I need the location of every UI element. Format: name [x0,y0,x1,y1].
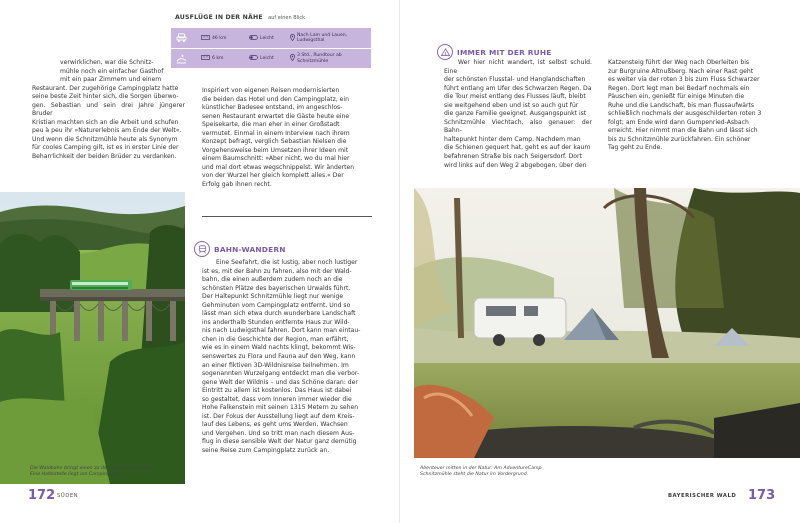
caption-line: Die Waldbahn bringt einen zu den schönsten Plätzen. [30,466,156,471]
text-line: Wer hier nicht wandert, ist selbst schuld. Eine [444,59,592,75]
text-line: schönsten Plätze des bayerischen Urwalds führt. [202,284,351,292]
ruhe-column-1 [444,59,592,170]
text-line: für cooles Camping gilt, ist es in erster Linie der [32,144,179,152]
right-page [400,0,800,523]
distance-icon [201,55,210,62]
info-box-title-text: AUSFLÜGE IN DER NÄHE [175,14,263,21]
text-line: Speisekarte, die man eher in einer Großstadt [202,121,340,129]
text-line: haltepunkt hinter dem Camp. Nachdem man [444,135,581,143]
text-line: Beharrlichkeit der beiden Brüder zu verdanken. [32,153,177,161]
text-line: wie es in einem Wald nachts klingt, bekommt Wis- [202,344,356,352]
text-line: es weiter via der roten 3 bis zum Fluss Schwarzer [608,76,760,84]
text-line: sogenannten Wurzelgang entdeckt man die verbor- [202,370,360,378]
location-pin-icon [290,54,295,63]
text-line: mühle noch ein einfacher Gasthof [60,67,164,75]
distance-value: 46 km [212,35,227,41]
text-line: mit ein paar Zimmern und einem [60,76,162,84]
text-line: ist es, mit der Bahn zu fahren, also mit der Wald- [202,267,352,275]
text-line: peu à peu ihr »Naturerlebnis am Ende der Welt«. [32,127,182,135]
text-line: Eine Seefahrt, die ist lustig, aber noch lustiger [216,259,358,266]
bahn-wandern-title: BAHN-WANDERN [214,244,286,254]
text-line: und Vergehen. Und so tritt man nach diesem Aus- [202,429,355,437]
text-line: die Schienen gequert hat, geht es auf der kaum [444,144,591,152]
location-pin-icon [290,34,295,43]
text-line: seine Reise zum Campingplatz zurück an. [202,447,330,455]
tent-icon [437,44,453,60]
text-line: bahn, die einen außerdem zudem noch an die [202,276,343,284]
caption-right [420,466,570,479]
info-row-car [171,28,371,48]
text-line: von der Wurzel her gleich komplett alles.« Der [202,172,344,180]
text-line: verwirklichen, war die Schnitz- [60,59,154,66]
text-line: Päuschen ein, genießt für einige Minuten die [608,93,745,101]
section-divider [202,216,372,217]
text-line: Konzept befragt, verglich Sebastian Nielsen die [202,138,347,146]
text-line: senen Restaurant erwartet die Gäste heute eine [202,112,350,120]
info-distance-1 [201,35,226,42]
text-line: Und wenn die Schnitzmühle heute als Synonym [32,135,178,143]
distance-value: 6 km [212,56,224,61]
info-distance-2 [201,55,224,62]
info-route-1 [290,33,368,44]
route-value: Nach Lam und Lauen, Ludwigsthal [297,32,348,43]
text-line: Gehminuten vom Campingplatz entfernt. Und so [202,301,351,309]
difficulty-icon [249,55,258,62]
text-line: sie weitgehend eben und ist so auch gut für [444,101,579,109]
caption-line: Abenteuer mitten in der Natur: Am AdventureCamp [420,466,542,471]
caption-left [30,466,180,479]
caption-line: Schnitzmühle steht die Natur im Vordergrund. [420,472,529,478]
text-line: so gestaltet, dass vom Inneren immer wieder die [202,395,352,403]
camping-photo [414,188,800,458]
intro-column-1 [32,59,185,162]
text-line: Inspiriert von eigenen Reisen modernisierten [202,87,340,94]
text-line: führt entlang am Ufer des Schwarzen Regen. Da [444,84,592,92]
info-box-title [175,14,305,21]
text-line: Vorgehensweise beim Umsetzen ihrer Ideen mit [202,146,349,154]
text-line: senswertes zu Flora und Fauna auf den Weg, kann [202,353,356,361]
text-line: flug in diese sensible Welt der Natur ganz demütig [202,438,357,446]
bahn-wandern-body [202,259,372,456]
route-value: 3 Std., Rundtour ab Schnitzmühle [297,53,342,64]
info-difficulty-2 [249,55,274,62]
text-line: nis nach Ludwigsthal fahren. Dort kann man eintau- [202,327,361,335]
text-line: Schnitzmühle Viechtach, also genauer: der Bahn- [444,118,592,135]
text-line: seine beste Zeit hinter sich, die Sorgen überwo- [32,93,179,101]
text-line: Ruhe und die Landschaft, bis man flussaufwärts [608,101,755,109]
info-row-hike [171,48,371,68]
intro-column-2 [202,87,372,190]
text-line: schließlich nochmals der ausgeschilderten roten 3 [608,110,762,118]
car-icon [171,28,191,48]
text-line: befahrenen Straße bis nach Seigersdorf. Dort [444,153,582,161]
difficulty-value: Leicht [260,35,274,41]
info-box-subtitle: auf einen Blick [268,15,306,21]
text-line: ist. Der Fokus der Ausstellung liegt auf dem Kreis- [202,412,355,420]
text-line: die beiden das Hotel und den Campingplatz, ein [202,95,349,103]
ruhe-column-2 [608,59,776,153]
text-line: und mal dort etwas wegschnippelst. Wir änderten [202,163,355,171]
caption-line: Eine Haltestelle liegt am Campingplatz. [30,472,123,478]
info-route-2 [290,53,368,64]
railway-viaduct-photo [0,192,185,484]
text-line: lässt man sich etwa durch wunderbare Landschaft [202,310,356,318]
text-line: lauf des Lebens, es geht ums Werden, Wachsen [202,421,348,429]
text-line: Katzensteig führt der Weg nach Oberleiten bis [608,59,750,66]
section-label-right: BAYERISCHER WALD [668,493,737,499]
bahn-wandern-heading [194,241,286,257]
text-line: Regen. Dort legt man bei Bedarf nochmals ein [608,84,750,92]
ruhe-heading [437,44,551,60]
text-line: Hohe Falkenstein mit seinen 1315 Metern zu sehen [202,404,359,412]
text-line: einem Baumschnitt: »Aber nicht, wo du mal hier [202,155,350,163]
text-line: chen in die Geschichte der Region, man erfährt, [202,335,349,343]
text-line: ins anderthalb Stunden entfernte Haus zur Wild- [202,318,350,326]
text-line: zur Burgruine Altnußberg. Nach einer Rast geht [608,67,754,75]
text-line: gen. Sebastian und sein drei Jahre jüngerer Bruder [32,101,185,118]
info-difficulty-1 [249,35,274,42]
text-line: folgt; am Ende wird dann Gumpenried-Asbach [608,118,749,126]
text-line: Kristian machten sich an die Arbeit und schufen [32,118,179,126]
text-line: Erfolg gab ihnen recht. [202,181,272,189]
difficulty-icon [249,35,258,42]
text-line: an einer fiktiven 3D-Wildnisreise teilnehmen. Im [202,361,349,369]
text-line: der schönsten Flusstal- und Hanglandschaften [444,76,586,84]
difficulty-value: Leicht [260,56,274,61]
text-line: gene Welt der Wildnis – und das Schöne daran: der [202,378,358,386]
text-line: Eintritt zu allem ist kostenlos. Das Haus ist dabei [202,387,352,395]
text-line: vermutet. Einmal in einem Interview nach ihrem [202,129,350,137]
text-line: die Tour meist entlang des Flusses läuft, bleibt [444,93,586,101]
section-label-left: SÜDEN [57,493,79,499]
text-line: wird links auf den Weg 2 abgebogen, über den [444,161,587,169]
text-line: Restaurant. Der zugehörige Campingplatz hatte [32,84,179,92]
ruhe-title: IMMER MIT DER RUHE [457,47,552,57]
text-line: erreicht. Hier nimmt man die Bahn und lässt sich [608,127,758,135]
text-line: Der Haltepunkt Schnitzmühle liegt nur wenige [202,293,344,301]
text-line: künstlicher Badesee entstand, im angeschlos- [202,104,343,112]
info-box [171,28,371,68]
text-line: Tag geht zu Ende. [608,144,663,152]
text-line: bis zu Schnitzmühle zurückfahren. Ein schöner [608,135,751,143]
page-number-right: 173 [748,488,776,503]
text-line: die ganze Familie geeignet. Ausgangspunkt ist [444,110,587,118]
page-number-left: 172 [28,488,56,503]
train-icon [194,241,210,257]
distance-icon [201,35,210,42]
